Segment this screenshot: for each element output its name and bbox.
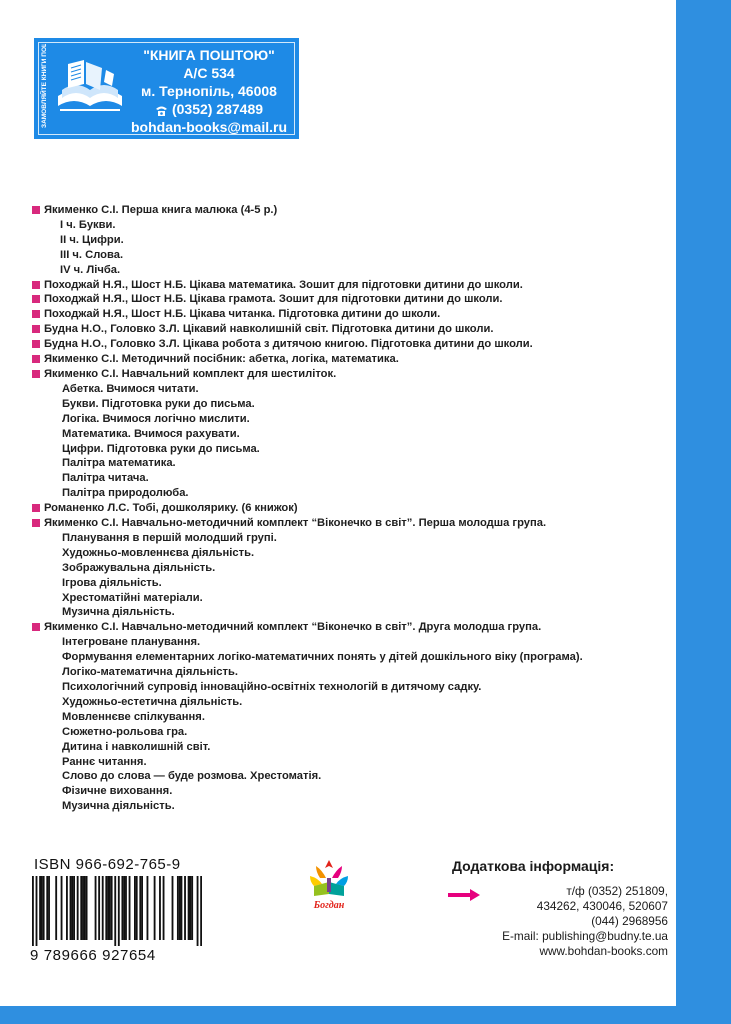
bullet-icon [32, 281, 40, 289]
list-subitem: Художньо-естетична діяльність. [62, 695, 243, 708]
list-subitem: Математика. Вчимося рахувати. [62, 427, 240, 440]
list-item-title: Будна Н.О., Головко З.Л. Цікавий навколишній світ. Підготовка дитини до школи. [44, 323, 494, 336]
order-by-mail-stamp [34, 38, 299, 139]
list-item [32, 501, 672, 516]
barcode-bar [141, 876, 143, 940]
barcode-bar [163, 876, 165, 940]
list-item [32, 352, 672, 367]
bullet-icon [32, 340, 40, 348]
stamp-title: "КНИГА ПОШТОЮ" [143, 47, 275, 63]
barcode-bar [136, 876, 138, 940]
info-line: (044) 2968956 [591, 914, 668, 928]
bullet-icon [32, 295, 40, 303]
barcode-bar [61, 876, 63, 940]
barcode-bar [102, 876, 104, 940]
list-subitem: Логіко-математична діяльність. [62, 666, 238, 679]
barcode-bar [197, 876, 199, 946]
list-subitem: ІІІ ч. Слова. [60, 248, 124, 261]
barcode-bar [147, 876, 149, 940]
barcode-bar [189, 876, 191, 940]
bullet-icon [32, 370, 40, 378]
barcode-bar [159, 876, 161, 940]
barcode-bar [154, 876, 156, 940]
barcode-bar [66, 876, 68, 940]
barcode-bar [82, 876, 84, 940]
list-subitem: Музична діяльність. [62, 606, 175, 619]
barcode-bar [32, 876, 34, 946]
list-subitem: Раннє читання. [62, 755, 147, 768]
barcode-bar [118, 876, 120, 946]
list-item-title: Походжай Н.Я., Шост Н.Б. Цікава читанка. Підготовка дитини до школи. [44, 308, 441, 321]
list-item-title: Будна Н.О., Головко З.Л. Цікава робота з дитячою книгою. Підготовка дитини до школи. [44, 338, 533, 351]
info-line: 434262, 430046, 520607 [536, 899, 668, 913]
stamp-city: м. Тернопіль, 46008 [141, 83, 277, 99]
list-item-title: Якименко С.І. Методичний посібник: абетка, логіка, математика. [44, 353, 399, 366]
bullet-icon [32, 623, 40, 631]
bullet-icon [32, 206, 40, 214]
barcode-bar [179, 876, 181, 940]
list-item [32, 203, 672, 218]
blue-bottom-edge [0, 1006, 731, 1024]
barcode-bar [172, 876, 174, 940]
barcode-bar [177, 876, 179, 940]
list-subitem: Фізичне виховання. [62, 785, 173, 798]
list-subitem: Цифри. Підготовка руки до письма. [62, 442, 260, 455]
list-item-title: Якименко С.І. Навчальний комплект для шестиліток. [44, 367, 337, 380]
list-item [32, 516, 672, 531]
list-subitem: Ігрова діяльність. [62, 576, 162, 589]
list-subitem: Абетка. Вчимося читати. [62, 382, 199, 395]
open-book-icon [54, 56, 126, 118]
info-line: т/ф (0352) 251809, [566, 884, 668, 898]
list-subitem: Зображувальна діяльність. [62, 561, 216, 574]
stamp-po-box: А/С 534 [183, 65, 235, 81]
list-item [32, 292, 672, 307]
list-subitem: Сюжетно-рольова гра. [62, 725, 188, 738]
svg-text:ЗАМОВЛЯЙТЕ КНИГИ ПОШТОЮ:: ЗАМОВЛЯЙТЕ КНИГИ ПОШТОЮ: [41, 44, 48, 128]
list-subitem: Формування елементарних логіко-математичних понять у дітей дошкільного віку (програма). [62, 651, 583, 664]
barcode-bar [39, 876, 41, 940]
publisher-logo [306, 856, 352, 912]
list-item [32, 278, 672, 293]
barcode-bar [181, 876, 183, 940]
list-item [32, 620, 672, 635]
barcode-bar [55, 876, 57, 940]
barcode-bar [41, 876, 43, 940]
barcode-bar [43, 876, 45, 940]
list-item [32, 367, 672, 382]
list-subitem: Художньо-мовленнєва діяльність. [62, 546, 255, 559]
barcode-bar [95, 876, 97, 940]
bullet-icon [32, 310, 40, 318]
barcode-bar [86, 876, 88, 940]
list-subitem: Палітра математика. [62, 457, 176, 470]
info-line: www.bohdan-books.com [539, 944, 668, 958]
list-subitem: Палітра читача. [62, 472, 149, 485]
svg-text:Богдан: Богдан [313, 900, 345, 911]
barcode-bar [111, 876, 113, 940]
additional-info [438, 858, 668, 959]
barcode-bar [188, 876, 190, 940]
list-item-title: Якименко С.І. Навчально-методичний комплект “Віконечко в світ”. Перша молодша група. [44, 517, 547, 530]
barcode-bar [200, 876, 202, 946]
list-subitem: Логіка. Вчимося логічно мислити. [62, 412, 250, 425]
list-item-title: Якименко С.І. Навчально-методичний комплект “Віконечко в світ”. Друга молодша група. [44, 621, 542, 634]
barcode [32, 876, 202, 946]
list-subitem: ІV ч. Лічба. [60, 263, 121, 276]
list-item [32, 337, 672, 352]
stamp-side-text [36, 44, 50, 130]
barcode-bar [84, 876, 86, 940]
barcode-bar [46, 876, 48, 940]
list-subitem: ІІ ч. Цифри. [60, 233, 124, 246]
list-subitem: Психологічний супровід інноваційно-освітніх технологій в дитячому садку. [62, 681, 482, 693]
book-list [32, 203, 672, 814]
list-subitem: Букви. Підготовка руки до письма. [62, 397, 255, 410]
barcode-bar [77, 876, 79, 940]
list-subitem: Хрестоматійні матеріали. [62, 591, 203, 604]
bullet-icon [32, 504, 40, 512]
stamp-email: bohdan-books@mail.ru [131, 119, 287, 135]
barcode-bar [134, 876, 136, 940]
list-subitem: Дитина і навколишній світ. [62, 740, 211, 753]
list-item-title: Походжай Н.Я., Шост Н.Б. Цікава грамота. Зошит для підготовки дитини до школи. [44, 293, 503, 306]
isbn-label: ISBN 966-692-765-9 [34, 856, 181, 873]
list-item-title: Романенко Л.С. Тобі, дошколярику. (6 книжок) [44, 502, 298, 515]
info-line: E-mail: publishing@budny.te.ua [502, 929, 668, 943]
barcode-bar [48, 876, 50, 940]
blue-side-stripe [676, 0, 731, 1024]
bullet-icon [32, 325, 40, 333]
list-subitem: Слово до слова — буде розмова. Хрестоматія. [62, 770, 322, 783]
barcode-bar [105, 876, 107, 940]
phone-icon [155, 103, 168, 115]
list-subitem: Палітра природолюба. [62, 487, 189, 500]
list-item [32, 322, 672, 337]
arrow-icon [446, 888, 482, 902]
barcode-bar [184, 876, 186, 940]
barcode-bar [121, 876, 123, 940]
barcode-bar [109, 876, 111, 940]
list-subitem: Планування в першій молодший групі. [62, 531, 277, 544]
barcode-bar [139, 876, 141, 940]
list-item-title: Походжай Н.Я., Шост Н.Б. Цікава математика. Зошит для підготовки дитини до школи. [44, 278, 523, 291]
list-subitem: Інтегроване планування. [62, 636, 201, 649]
barcode-bar [129, 876, 131, 940]
barcode-bar [125, 876, 127, 940]
stamp-phone: (0352) 287489 [171, 101, 264, 117]
list-subitem: Музична діяльність. [62, 800, 175, 813]
barcode-bar [114, 876, 116, 946]
barcode-bar [107, 876, 109, 940]
bullet-icon [32, 519, 40, 527]
list-subitem: Мовленнєве спілкування. [62, 710, 205, 723]
list-item-title: Якименко С.І. Перша книга малюка (4-5 р.) [44, 204, 278, 216]
barcode-digits: 9 789666 927654 [30, 947, 156, 964]
barcode-bar [123, 876, 125, 940]
barcode-bar [36, 876, 38, 946]
barcode-bar [73, 876, 75, 940]
barcode-bar [80, 876, 82, 940]
stamp-address [130, 46, 288, 136]
barcode-bar [71, 876, 73, 940]
barcode-bar [98, 876, 100, 940]
barcode-bar [191, 876, 193, 940]
list-item [32, 307, 672, 322]
barcode-bar [70, 876, 72, 940]
stamp-phone-row [130, 100, 288, 118]
info-title: Додаткова інформація: [452, 858, 615, 874]
list-subitem: І ч. Букви. [60, 218, 116, 231]
bullet-icon [32, 355, 40, 363]
